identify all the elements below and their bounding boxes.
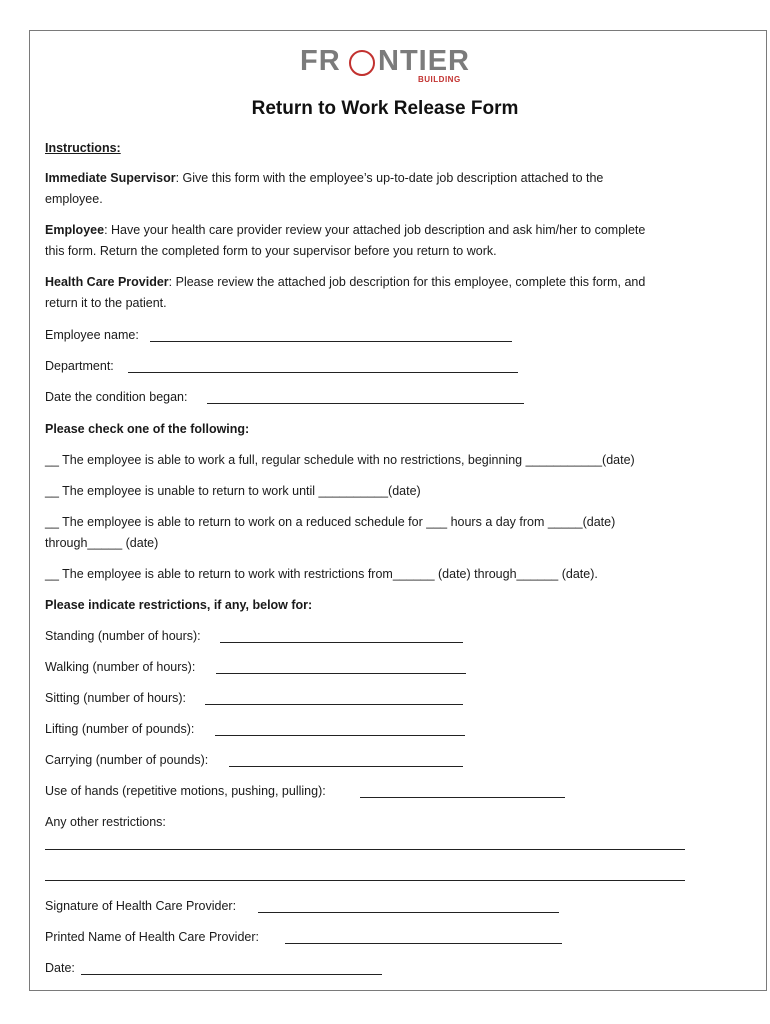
other-restrictions-line-2[interactable] <box>45 880 685 881</box>
employee-text-2: this form. Return the completed form to your supervisor before you return to work. <box>45 244 497 258</box>
employee-label: Employee <box>45 223 105 237</box>
printed-name-field[interactable] <box>285 943 562 944</box>
provider-text-1: : Please review the attached job description for this employee, complete this form, and <box>168 275 646 289</box>
standing-label: Standing (number of hours): <box>45 629 201 643</box>
employee-instruction <box>45 222 645 238</box>
signature-date-label: Date: <box>45 961 75 975</box>
instructions-heading: Instructions: <box>45 141 121 155</box>
signature-date-field[interactable] <box>81 974 382 975</box>
employee-text-1: : Have your health care provider review your attached job description and ask him/her to complete <box>104 223 646 237</box>
logo-subtitle: BUILDING <box>418 75 461 84</box>
form-title: Return to Work Release Form <box>251 98 519 119</box>
option-reduced-through: through_____ (date) <box>45 536 159 550</box>
frontier-logo <box>300 44 470 90</box>
logo-word-left: FR <box>300 45 341 77</box>
walking-label: Walking (number of hours): <box>45 660 196 674</box>
supervisor-label: Immediate Supervisor <box>45 171 176 185</box>
provider-text-2: return it to the patient. <box>45 296 167 310</box>
employee-name-label: Employee name: <box>45 328 139 342</box>
carrying-field[interactable] <box>229 766 463 767</box>
lifting-field[interactable] <box>215 735 465 736</box>
other-restrictions-label: Any other restrictions: <box>45 815 166 829</box>
option-restrictions[interactable]: __ The employee is able to return to work with restrictions from______ (date) through______ (date). <box>45 567 598 581</box>
department-field[interactable] <box>128 372 518 373</box>
option-reduced-schedule[interactable]: __ The employee is able to return to work on a reduced schedule for ___ hours a day from _____(date) <box>45 515 616 529</box>
supervisor-text-1: : Give this form with the employee’s up-to-date job description attached to the <box>175 171 604 185</box>
supervisor-text-2: employee. <box>45 192 103 206</box>
employee-name-field[interactable] <box>150 341 512 342</box>
sitting-label: Sitting (number of hours): <box>45 691 187 705</box>
lifting-label: Lifting (number of pounds): <box>45 722 195 736</box>
printed-name-label: Printed Name of Health Care Provider: <box>45 930 259 944</box>
signature-label: Signature of Health Care Provider: <box>45 899 237 913</box>
logo-word-right: NTIER <box>378 45 470 77</box>
restrictions-heading: Please indicate restrictions, if any, below for: <box>45 598 313 612</box>
supervisor-instruction <box>45 170 603 186</box>
walking-field[interactable] <box>216 673 466 674</box>
check-heading: Please check one of the following: <box>45 422 250 436</box>
other-restrictions-line-1[interactable] <box>45 849 685 850</box>
hands-label: Use of hands (repetitive motions, pushing, pulling): <box>45 784 326 798</box>
logo-ring-icon <box>349 50 375 76</box>
provider-label: Health Care Provider <box>45 275 169 289</box>
sitting-field[interactable] <box>205 704 463 705</box>
standing-field[interactable] <box>220 642 463 643</box>
provider-instruction <box>45 274 645 290</box>
date-began-label: Date the condition began: <box>45 390 188 404</box>
signature-field[interactable] <box>258 912 559 913</box>
department-label: Department: <box>45 359 114 373</box>
date-began-field[interactable] <box>207 403 524 404</box>
option-unable[interactable]: __ The employee is unable to return to work until __________(date) <box>45 484 421 498</box>
option-full-schedule[interactable]: __ The employee is able to work a full, regular schedule with no restrictions, beginning ___________(date) <box>45 453 635 467</box>
carrying-label: Carrying (number of pounds): <box>45 753 209 767</box>
hands-field[interactable] <box>360 797 565 798</box>
